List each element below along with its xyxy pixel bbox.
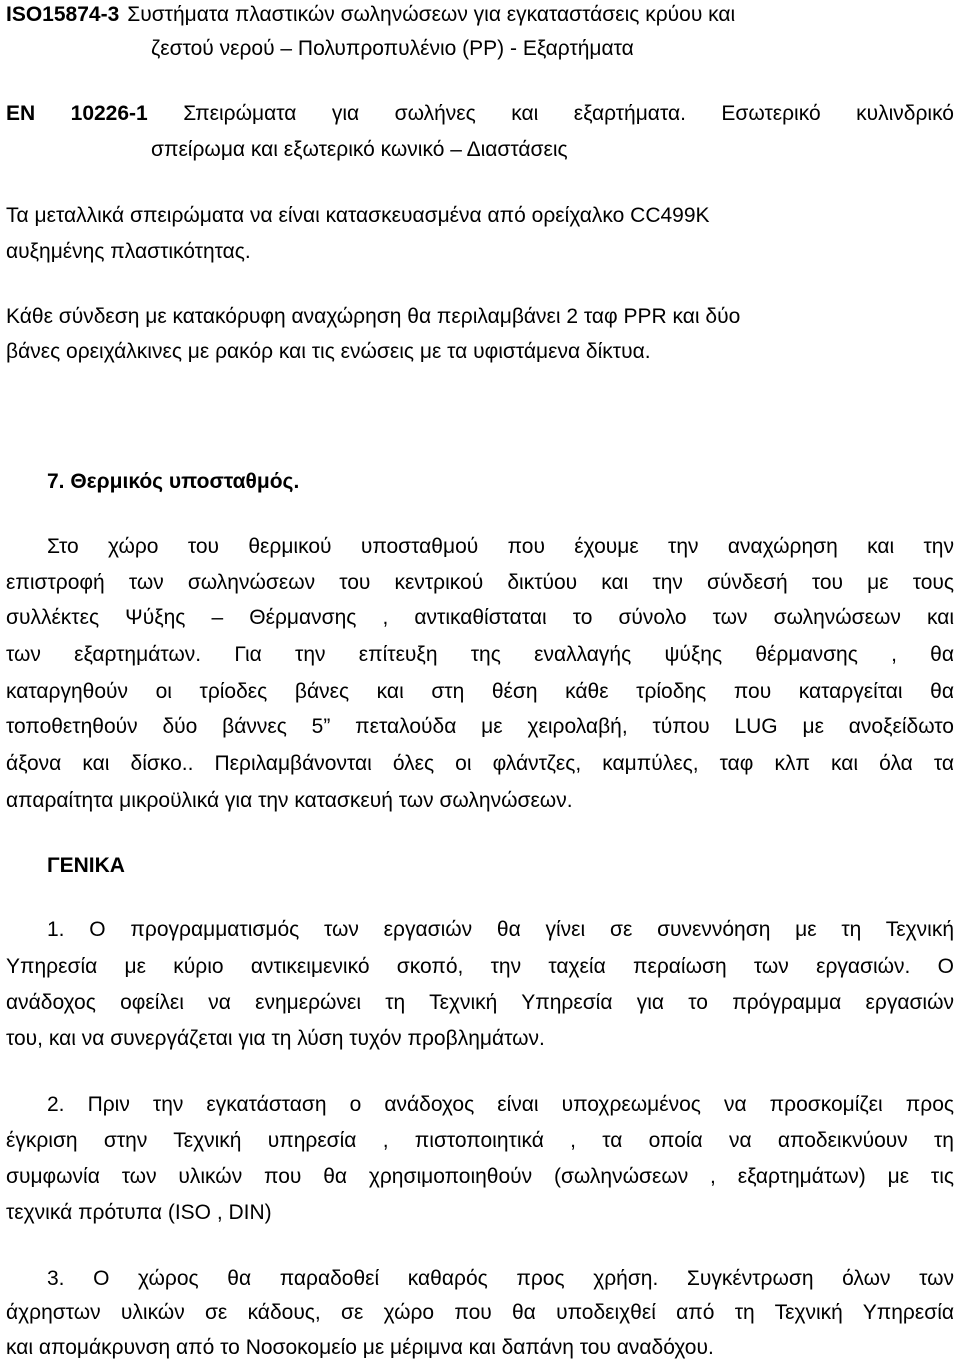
section7-body-line: τοποθετηθούν δύο βάννες 5” πεταλούδα με χειρολαβή, τύπου LUG με ανοξείδωτο (6, 715, 954, 738)
reference-iso-line2: ζεστού νερού – Πολυπροπυλένιο (PP) - Εξαρτήματα (151, 37, 634, 60)
general-item-2-line: έγκριση στην Τεχνική υπηρεσία , πιστοποιητικά , τα οποία να αποδεικνύουν τη (6, 1129, 954, 1152)
section7-body-line: συλλέκτες Ψύξης – Θέρμανσης , αντικαθίσταται το σύνολο των σωληνώσεων και (6, 606, 954, 629)
general-item-1-line: Υπηρεσία με κύριο αντικειμενικό σκοπό, την ταχεία περαίωση των εργασιών. Ο (6, 955, 954, 978)
reference-iso-line1 (6, 2, 735, 28)
reference-description: Σπειρώματα για σωλήνες και εξαρτήματα. Εσωτερικό κυλινδρικό (183, 102, 954, 125)
general-item-2-line: τεχνικά πρότυπα (ISO , DIN) (6, 1201, 272, 1224)
general-item-1-line: ανάδοχος οφείλει να ενημερώνει τη Τεχνική Υπηρεσία για το πρόγραμμα εργασιών (6, 991, 954, 1014)
section7-body-line: των εξαρτημάτων. Για την επίτευξη της εναλλαγής ψύξης θέρμανσης , θα (6, 643, 954, 666)
connection-paragraph-line: βάνες ορειχάλκινες με ρακόρ και τις ενώσεις με τα υφιστάμενα δίκτυα. (6, 340, 651, 363)
connection-paragraph-line: Κάθε σύνδεση με κατακόρυφη αναχώρηση θα περιλαμβάνει 2 ταφ PPR και δύο (6, 305, 741, 328)
reference-en-line2: σπείρωμα και εξωτερικό κωνικό – Διαστάσεις (151, 138, 568, 161)
section7-body-line: επιστροφή των σωληνώσεων του κεντρικού δικτύου και την σύνδεσή του με τους (6, 571, 954, 594)
section7-body-line: άξονα και δίσκο.. Περιλαμβάνονται όλες οι φλάντζες, καμπύλες, ταφ κλπ και όλα τα (6, 752, 954, 775)
general-item-3-line: 3. Ο χώρος θα παραδοθεί καθαρός προς χρήση. Συγκέντρωση όλων των (47, 1267, 954, 1290)
section7-body-line: Στο χώρο του θερμικού υποσταθμού που έχουμε την αναχώρηση και την (47, 535, 954, 558)
general-item-2-line: συμφωνία των υλικών που θα χρησιμοποιηθούν (σωληνώσεων , εξαρτημάτων) με τις (6, 1165, 954, 1188)
section-heading-thermal-substation: 7. Θερμικός υποσταθμός. (47, 470, 300, 493)
brass-paragraph-line: αυξημένης πλαστικότητας. (6, 240, 251, 263)
general-item-3-line: και απομάκρυνση από το Νοσοκομείο με μέριμνα και δαπάνη του αναδόχου. (6, 1336, 714, 1359)
general-item-2-line: 2. Πριν την εγκατάσταση ο ανάδοχος είναι υποχρεωμένος να προσκομίζει προς (47, 1093, 954, 1116)
general-item-1-line: 1. Ο προγραμματισμός των εργασιών θα γίνει σε συνεννόηση με τη Τεχνική (47, 918, 954, 941)
general-item-1-line: του, και να συνεργάζεται για τη λύση τυχόν προβλημάτων. (6, 1027, 545, 1050)
reference-en-line1 (6, 101, 954, 127)
general-item-3-line: άχρηστων υλικών σε κάδους, σε χώρο που θα υποδειχθεί από τη Τεχνική Υπηρεσία (6, 1301, 954, 1324)
section7-body-line: απαραίτητα μικροϋλικά για την κατασκευή των σωληνώσεων. (6, 789, 573, 812)
reference-description: Συστήματα πλαστικών σωληνώσεων για εγκαταστάσεις κρύου και (127, 3, 736, 26)
section7-body-line: καταργηθούν οι τρίοδες βάνες και στη θέση κάθε τρίοδης που καταργείται θα (6, 680, 954, 703)
general-heading: ΓΕΝΙΚΑ (47, 854, 125, 877)
reference-code: ISO15874-3 (6, 3, 120, 26)
reference-code: EN 10226-1 (6, 102, 148, 125)
brass-paragraph-line: Τα μεταλλικά σπειρώματα να είναι κατασκευασμένα από ορείχαλκο CC499K (6, 204, 710, 227)
